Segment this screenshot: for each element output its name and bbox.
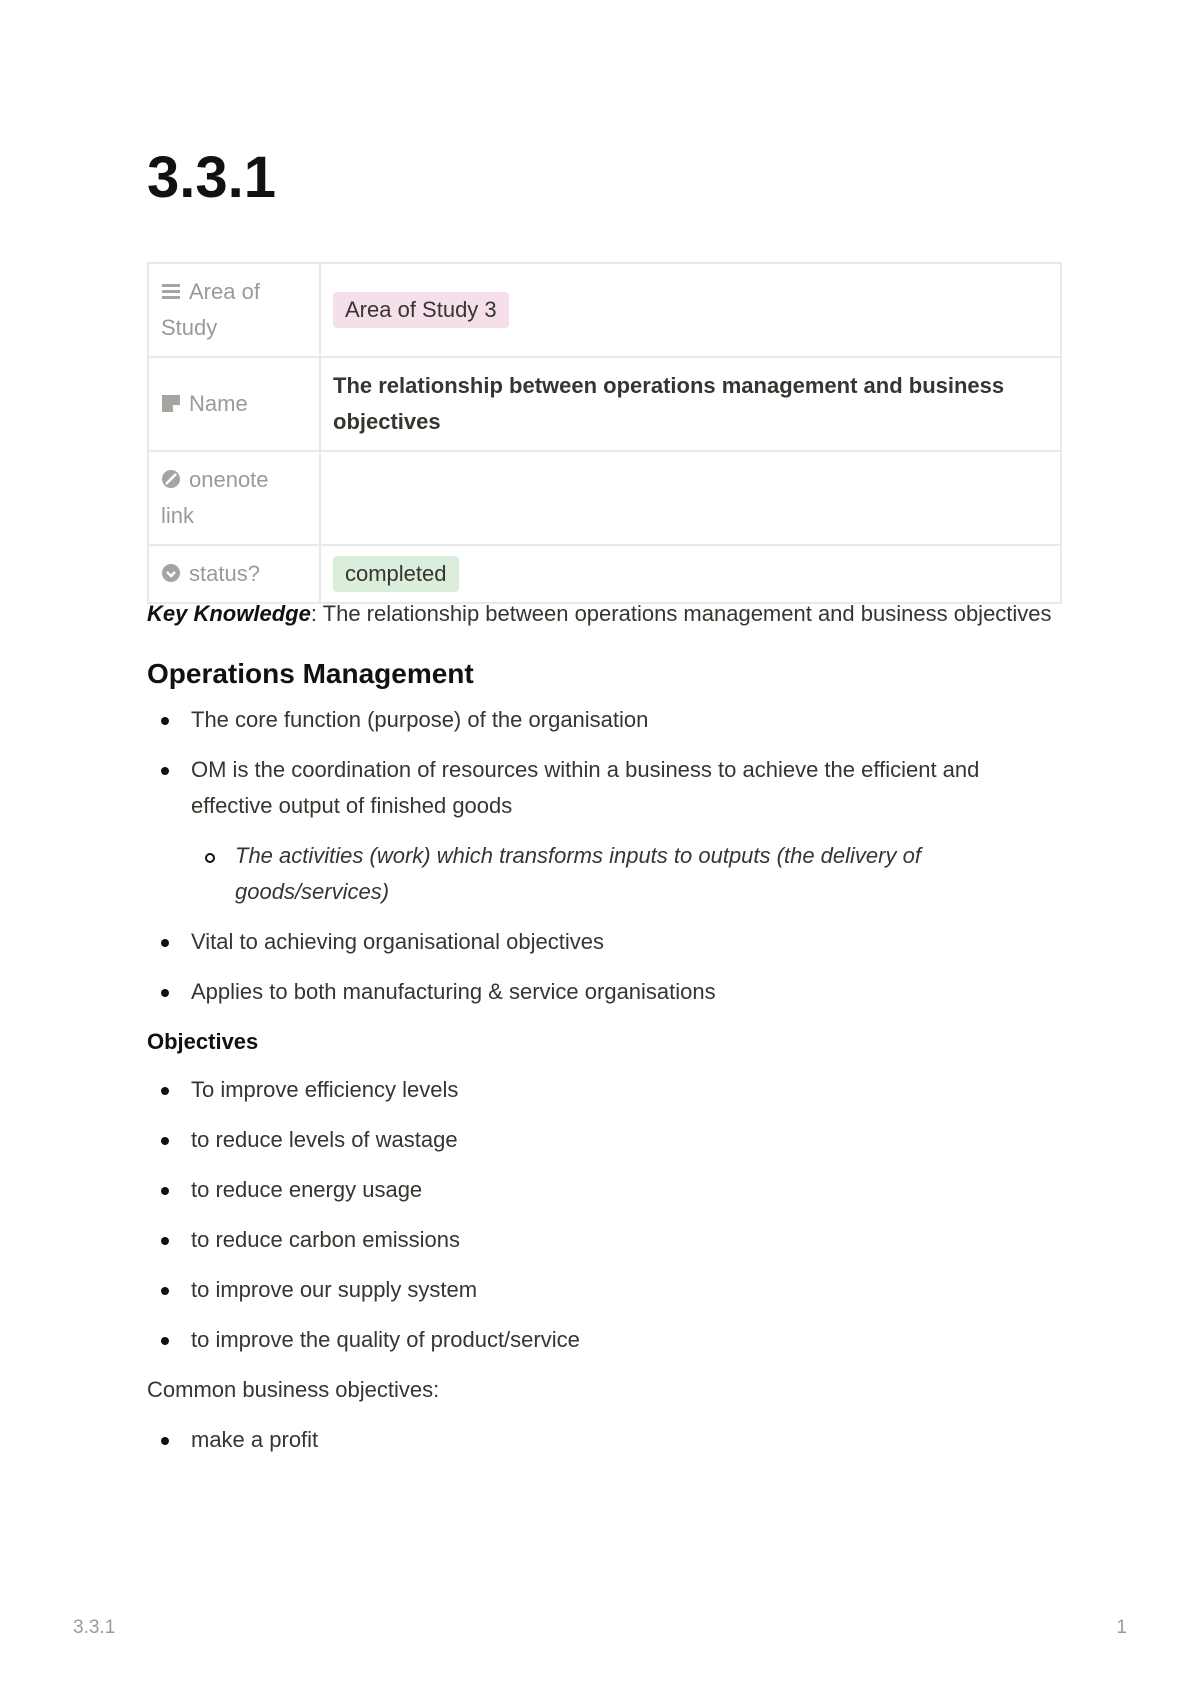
list-item: to improve the quality of product/service	[147, 1322, 1062, 1358]
property-value-cell[interactable]	[320, 263, 1061, 357]
list-item: The activities (work) which transforms inputs to outputs (the delivery of goods/services)	[191, 838, 1062, 910]
property-value-cell[interactable]	[320, 357, 1061, 451]
common-objectives-list	[147, 1422, 1062, 1458]
property-name: onenote link	[161, 467, 269, 528]
list-icon	[161, 281, 181, 301]
list-item: to improve our supply system	[147, 1272, 1062, 1308]
key-knowledge-paragraph	[147, 596, 1062, 632]
list-item: Vital to achieving organisational objectives	[147, 924, 1062, 960]
objectives-list	[147, 1072, 1062, 1358]
list-item: to reduce levels of wastage	[147, 1122, 1062, 1158]
page-title: 3.3.1	[147, 145, 276, 210]
om-bullet-list-cont	[147, 924, 1062, 1010]
page-number: 1	[1116, 1617, 1127, 1638]
key-knowledge-text: : The relationship between operations management and business objectives	[310, 601, 1052, 626]
section-heading: Operations Management	[147, 658, 474, 689]
document-body	[147, 596, 1062, 1472]
list-item: Applies to both manufacturing & service organisations	[147, 974, 1062, 1010]
property-name-cell	[148, 545, 320, 603]
list-item: to reduce carbon emissions	[147, 1222, 1062, 1258]
property-name-cell	[148, 357, 320, 451]
link-icon	[161, 469, 181, 489]
property-name: status?	[189, 561, 260, 586]
property-name-cell	[148, 263, 320, 357]
objectives-heading: Objectives	[147, 1029, 259, 1054]
footer-title: 3.3.1	[73, 1617, 116, 1638]
property-name-cell	[148, 451, 320, 545]
property-value-cell[interactable]	[320, 545, 1061, 603]
list-item: make a profit	[147, 1422, 1062, 1458]
property-value-cell[interactable]	[320, 451, 1061, 545]
property-name: Name	[189, 391, 248, 416]
property-name: Area of Study	[161, 279, 260, 340]
key-knowledge-label: Key Knowledge	[147, 601, 311, 626]
om-bullet-list	[147, 702, 1062, 824]
properties-table	[147, 262, 1062, 604]
list-item: To improve efficiency levels	[147, 1072, 1062, 1108]
common-objectives-intro: Common business objectives:	[147, 1377, 440, 1402]
status-icon	[161, 563, 181, 583]
property-row-onenote	[148, 451, 1061, 545]
list-item: to reduce energy usage	[147, 1172, 1062, 1208]
property-row-area	[148, 263, 1061, 357]
area-tag[interactable]: Area of Study 3	[333, 292, 509, 328]
property-row-status	[148, 545, 1061, 603]
list-item: The core function (purpose) of the organisation	[147, 702, 1062, 738]
text-icon	[161, 393, 181, 413]
list-item: OM is the coordination of resources within a business to achieve the efficient and effective output of finished goods	[147, 752, 1062, 824]
name-value: The relationship between operations management and business objectives	[333, 373, 1005, 434]
status-tag[interactable]: completed	[333, 556, 459, 592]
property-row-name	[148, 357, 1061, 451]
om-sub-list	[147, 838, 1062, 910]
